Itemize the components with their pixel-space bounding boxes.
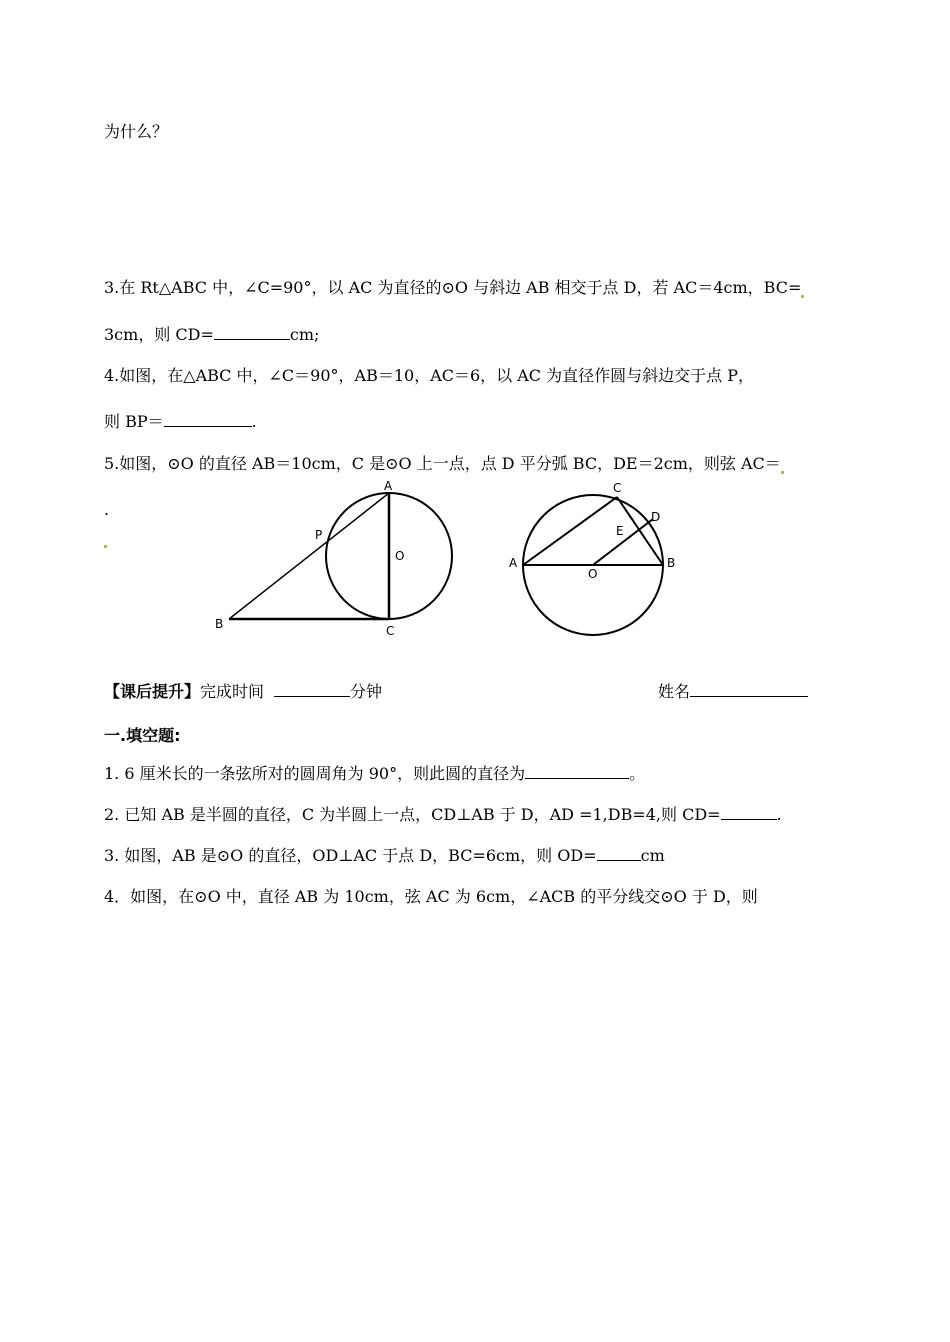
figure-2-circle-chords bbox=[505, 478, 695, 648]
fill-question-1-end: 。 bbox=[629, 764, 646, 783]
decoration-mark bbox=[781, 471, 784, 474]
question-3-unit: cm; bbox=[289, 325, 320, 344]
figure-2-label-d: D bbox=[651, 510, 661, 524]
question-3-line2 bbox=[104, 325, 319, 345]
name-field bbox=[658, 682, 808, 702]
question-4-line2 bbox=[104, 412, 257, 432]
fill-question-2 bbox=[104, 805, 782, 825]
question-4-text-a: 则 BP＝ bbox=[104, 412, 164, 431]
question-5-line2: . bbox=[104, 500, 110, 519]
fill-question-2-text: 2. 已知 AB 是半圆的直径，C 为半圆上一点，CD⊥AB 于 D，AD =1,DB=4,则 CD= bbox=[104, 805, 721, 824]
figure-1-label-b: B bbox=[215, 617, 224, 631]
fill-question-3-text: 3. 如图，AB 是⊙O 的直径，OD⊥AC 于点 D，BC=6cm，则 OD= bbox=[104, 846, 597, 865]
figure-2-label-c: C bbox=[613, 481, 622, 495]
answer-blank-od[interactable] bbox=[597, 846, 641, 861]
figure-1-label-p: P bbox=[315, 528, 323, 542]
figure-2-chord-ac bbox=[523, 497, 617, 565]
time-blank[interactable] bbox=[274, 682, 350, 697]
question-3-text-a: 3cm，则 CD= bbox=[104, 325, 214, 344]
question-3-line1 bbox=[104, 278, 804, 298]
fill-question-3 bbox=[104, 846, 665, 866]
question-4-period: . bbox=[251, 412, 257, 431]
answer-blank-cd[interactable] bbox=[214, 325, 290, 340]
decoration-mark bbox=[801, 295, 804, 298]
question-5-text: 5.如图，⊙O 的直径 AB＝10cm，C 是⊙O 上一点，点 D 平分弧 BC，DE＝2cm，则弦 AC＝ bbox=[104, 454, 781, 473]
fill-question-4: 4．如图，在⊙O 中，直径 AB 为 10cm，弦 AC 为 6cm，∠ACB 的平分线交⊙O 于 D，则 bbox=[104, 887, 758, 906]
section-title: 一.填空题: bbox=[104, 726, 181, 745]
figure-2-label-o: O bbox=[588, 567, 598, 581]
decoration-mark bbox=[104, 545, 107, 548]
fill-question-1 bbox=[104, 764, 645, 784]
fill-question-3-unit: cm bbox=[640, 846, 665, 865]
name-label: 姓名 bbox=[658, 682, 691, 701]
question-2-tail: 为什么？ bbox=[104, 122, 169, 141]
figure-1-label-a: A bbox=[384, 479, 393, 493]
figure-2-chord-cb bbox=[617, 497, 663, 565]
question-3-text: 3.在 Rt△ABC 中，∠C=90°，以 AC 为直径的⊙O 与斜边 AB 相交于点 D，若 AC＝4cm，BC= bbox=[104, 278, 802, 297]
after-class-header bbox=[104, 682, 382, 702]
question-5-line1 bbox=[104, 454, 784, 474]
question-4-line1: 4.如图，在△ABC 中，∠C＝90°，AB＝10，AC＝6，以 AC 为直径作圆与斜边交于点 P， bbox=[104, 366, 754, 385]
figure-1-label-c: C bbox=[386, 624, 395, 638]
after-class-heading: 【课后提升】 bbox=[104, 682, 201, 701]
answer-blank-diameter[interactable] bbox=[525, 764, 629, 779]
fill-question-2-end: . bbox=[776, 805, 782, 824]
fill-question-1-text: 1. 6 厘米长的一条弦所对的圆周角为 90°，则此圆的直径为 bbox=[104, 764, 526, 783]
answer-blank-cd-2[interactable] bbox=[721, 805, 777, 820]
decoration-mark-line bbox=[104, 528, 107, 548]
time-label: 完成时间 bbox=[200, 682, 265, 701]
minutes-label: 分钟 bbox=[350, 682, 383, 701]
figure-1-triangle-circle bbox=[205, 478, 475, 648]
figure-1-line-ab bbox=[229, 493, 389, 619]
figure-2-label-a: A bbox=[509, 556, 518, 570]
figure-2-label-b: B bbox=[667, 556, 676, 570]
figure-2-label-e: E bbox=[616, 524, 624, 538]
figure-1-label-o: O bbox=[395, 549, 405, 563]
answer-blank-bp[interactable] bbox=[164, 412, 252, 427]
name-blank[interactable] bbox=[690, 682, 808, 697]
